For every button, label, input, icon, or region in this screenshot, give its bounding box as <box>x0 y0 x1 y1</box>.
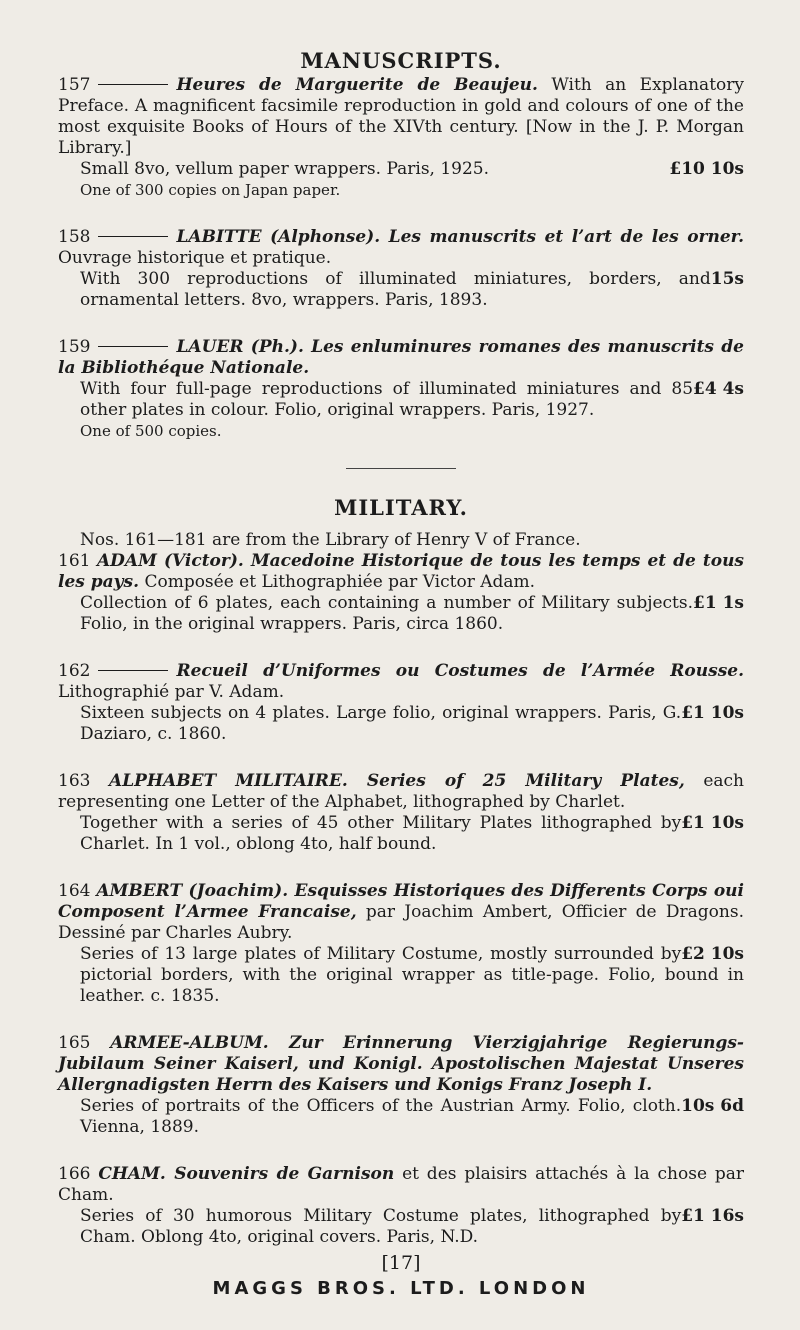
lot-number: 165 <box>58 1033 91 1053</box>
lot-price: £1 10s <box>681 813 744 833</box>
lot-subtitle: With an Explanatory Preface. A magnificent facsimile reproduction in gold and colours of one of the most exquisite Books of Hours of the XIVth century. [Now in the J. P. Morgan Library.] <box>58 75 744 158</box>
lot-price: £4 4s <box>693 379 744 399</box>
entry-165 <box>58 1033 744 1138</box>
section-divider <box>346 468 456 469</box>
lot-number: 163 <box>58 771 91 791</box>
page-number: [17] <box>381 1252 421 1274</box>
entry-159 <box>58 337 744 442</box>
lot-description: Together with a series of 45 other Military Plates lithographed by Charlet. In 1 vol., oblong 4to, half bound. <box>80 813 682 854</box>
lot-number: 157 <box>58 75 91 95</box>
lot-note: One of 500 copies. <box>80 422 222 440</box>
lot-price: 15s <box>710 269 744 289</box>
entry-162 <box>58 661 744 745</box>
lot-price: £1 10s <box>681 703 744 723</box>
entry-166 <box>58 1164 744 1248</box>
lot-number: 166 <box>58 1164 91 1184</box>
dash-rule <box>98 670 168 671</box>
lot-description: Series of portraits of the Officers of the Austrian Army. Folio, cloth. Vienna, 1889. <box>80 1096 682 1137</box>
lot-description: Series of 13 large plates of Military Costume, mostly surrounded by pictorial borders, with the original wrapper as title-page. Folio, bound in leather. c. 1835. <box>80 944 744 1006</box>
lot-number: 158 <box>58 227 91 247</box>
lot-description: Small 8vo, vellum paper wrappers. Paris, 1925. <box>80 159 490 179</box>
lot-description: With four full-page reproductions of illuminated miniatures and 85 other plates in colour. Folio, original wrappers. Paris, 1927. <box>80 379 694 420</box>
lot-subtitle: each representing one Letter of the Alphabet, lithographed by Charlet. <box>58 771 745 812</box>
lot-title: LABITTE (Alphonse). Les manuscrits et l’art de les orner. <box>176 227 744 247</box>
section-heading-military: MILITARY. <box>334 495 468 520</box>
lot-title: CHAM. Souvenirs de Garnison <box>98 1164 395 1184</box>
entry-157 <box>58 75 744 201</box>
entry-158 <box>58 227 744 311</box>
section-heading-manuscripts: MANUSCRIPTS. <box>300 48 502 73</box>
publisher-footer: MAGGS BROS. LTD. LONDON <box>212 1278 590 1299</box>
dash-rule <box>98 346 168 347</box>
lot-title: Heures de Marguerite de Beaujeu. <box>176 75 538 95</box>
lot-number: 164 <box>58 881 91 901</box>
lot-description: With 300 reproductions of illuminated miniatures, borders, and ornamental letters. 8vo, wrappers. Paris, 1893. <box>80 269 711 310</box>
lot-price: £2 10s <box>681 944 744 964</box>
lot-title: ALPHABET MILITAIRE. Series of 25 Military Plates, <box>109 771 685 791</box>
lot-title: Recueil d’Uniformes ou Costumes de l’Armée Rousse. <box>176 661 744 681</box>
lot-number: 161 <box>58 551 91 571</box>
lot-price: £10 10s <box>669 159 744 179</box>
dash-rule <box>98 236 168 237</box>
lot-title: ARMEE-ALBUM. Zur Erinnerung Vierzigjahrige Regierungs-Jubilaum Seiner Kaiserl, und Konigl. Apostolischen Majestat Unseres Allergnadigsten Herrn des Kaisers und Konigs Franz Joseph I. <box>58 1033 744 1095</box>
lot-number: 162 <box>58 661 91 681</box>
section-intro: Nos. 161—181 are from the Library of Henry V of France. <box>80 530 581 550</box>
lot-price: £1 16s <box>681 1206 744 1226</box>
lot-subtitle: par Joachim Ambert, Officier de Dragons. Dessiné par Charles Aubry. <box>58 902 744 943</box>
lot-number: 159 <box>58 337 91 357</box>
lot-description: Series of 30 humorous Military Costume plates, lithographed by Cham. Oblong 4to, original covers. Paris, N.D. <box>80 1206 682 1247</box>
lot-description: Sixteen subjects on 4 plates. Large folio, original wrappers. Paris, G. Daziaro, c. 1860. <box>80 703 682 744</box>
lot-title: AMBERT (Joachim). Esquisses Historiques des Differents Corps oui Composent l’Armee Francaise, <box>58 881 744 922</box>
entry-163 <box>58 771 744 855</box>
dash-rule <box>98 84 168 85</box>
lot-subtitle: Ouvrage historique et pratique. <box>58 248 332 268</box>
lot-price: £1 1s <box>693 593 744 613</box>
lot-description: Collection of 6 plates, each containing a number of Military subjects. Folio, in the original wrappers. Paris, circa 1860. <box>80 593 694 634</box>
lot-subtitle: Lithographié par V. Adam. <box>58 682 285 702</box>
lot-note: One of 300 copies on Japan paper. <box>80 181 341 199</box>
entry-161 <box>58 551 744 635</box>
lot-title: LAUER (Ph.). Les enluminures romanes des manuscrits de la Bibliothéque Nationale. <box>58 337 744 378</box>
lot-title: ADAM (Victor). Macedoine Historique de tous les temps et de tous les pays. <box>58 551 745 592</box>
lot-subtitle: Composée et Lithographiée par Victor Adam. <box>139 572 536 592</box>
entry-164 <box>58 881 744 1007</box>
lot-subtitle: et des plaisirs attachés à la chose par Cham. <box>58 1164 744 1205</box>
lot-price: 10s 6d <box>681 1096 744 1116</box>
